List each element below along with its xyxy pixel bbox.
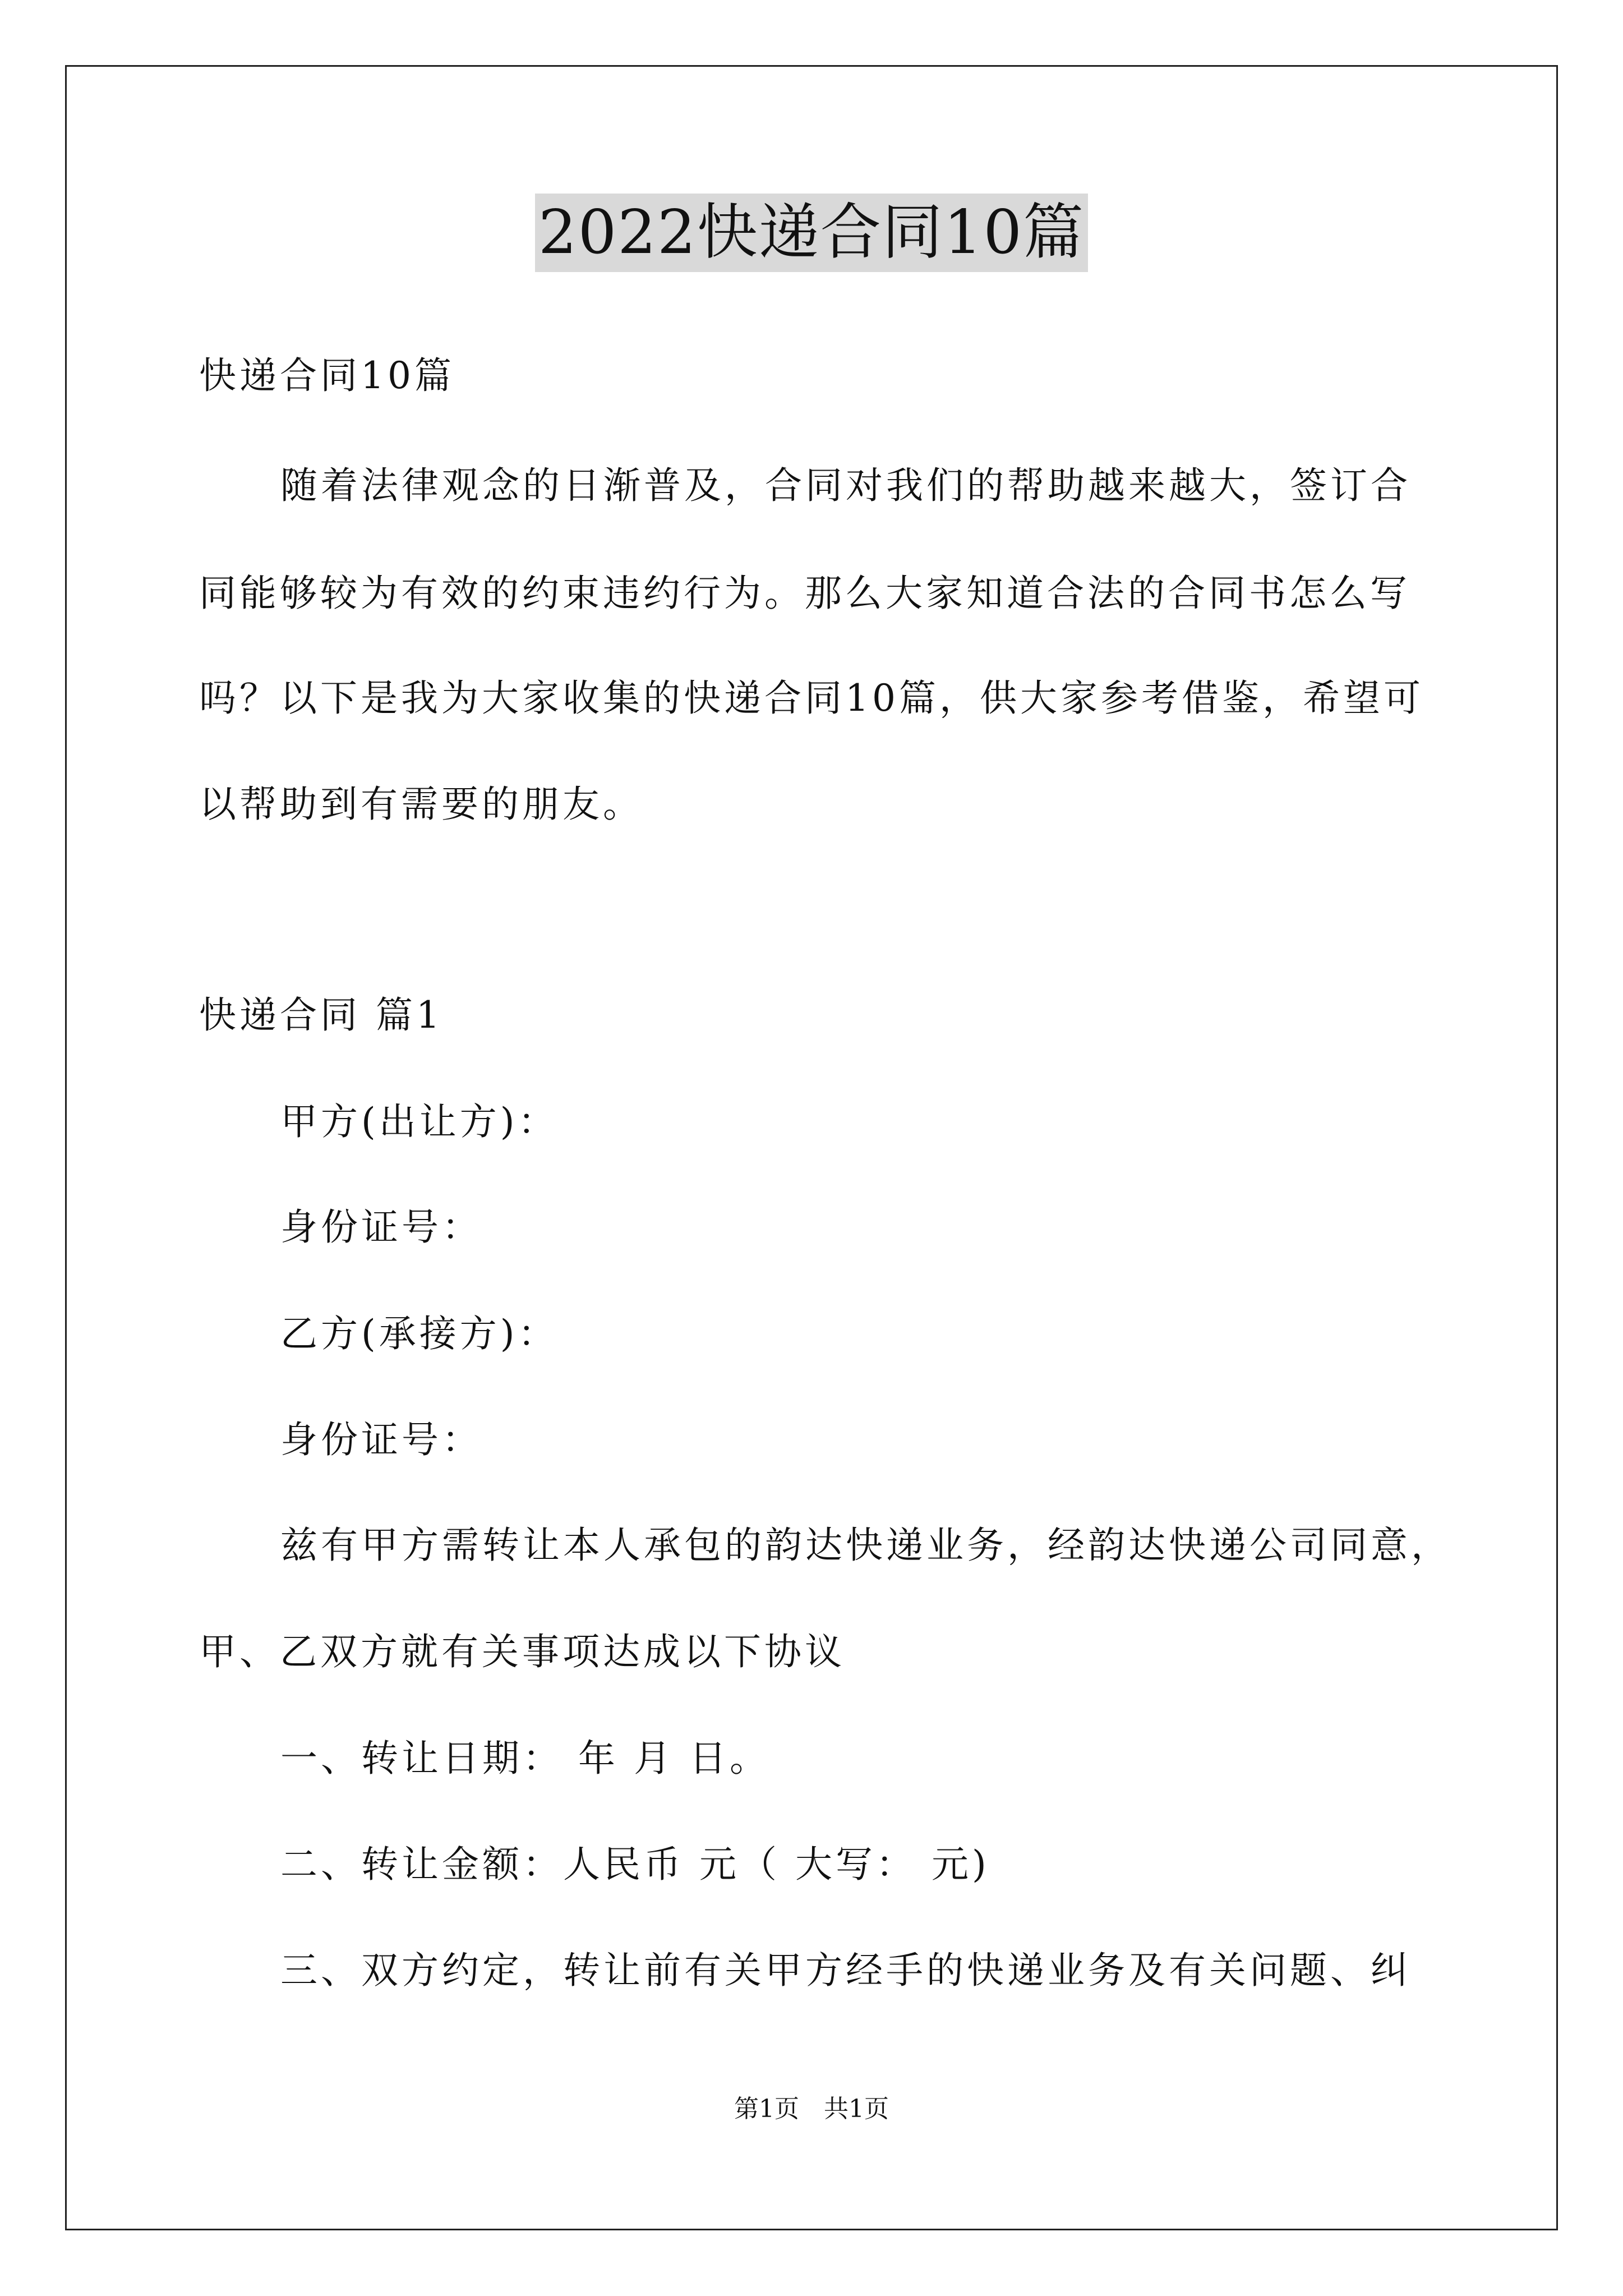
intro-line-4: 以帮助到有需要的朋友。 — [199, 783, 643, 826]
intro-line-3: 吗？以下是我为大家收集的快递合同10篇，供大家参考借鉴，希望可 — [199, 677, 1424, 720]
party-b-id-line: 身份证号： — [280, 1418, 482, 1461]
agreement-line-2: 甲、乙双方就有关事项达成以下协议 — [199, 1630, 845, 1673]
agreement-line-1: 兹有甲方需转让本人承包的韵达快递业务，经韵达快递公司同意， — [280, 1524, 1451, 1567]
party-b-line: 乙方(承接方)： — [280, 1312, 559, 1355]
intro-line-2: 同能够较为有效的约束违约行为。那么大家知道合法的合同书怎么写 — [199, 572, 1410, 615]
intro-line-1: 随着法律观念的日渐普及，合同对我们的帮助越来越大，签订合 — [280, 464, 1411, 507]
document-title: 2022快递合同10篇 — [535, 194, 1088, 272]
title-container — [0, 194, 1623, 272]
clause-2: 二、转让金额：人民币 元（ 大写： 元) — [280, 1843, 990, 1886]
page-footer: 第1页 共1页 — [734, 2095, 889, 2123]
clause-3: 三、双方约定，转让前有关甲方经手的快递业务及有关问题、纠 — [280, 1949, 1411, 1992]
party-a-line: 甲方(出让方)： — [280, 1100, 559, 1143]
party-a-id-line: 身份证号： — [280, 1205, 482, 1249]
section-heading: 快递合同 篇1 — [199, 993, 443, 1037]
document-subtitle: 快递合同10篇 — [199, 354, 455, 397]
clause-1: 一、转让日期： 年 月 日。 — [280, 1737, 770, 1780]
